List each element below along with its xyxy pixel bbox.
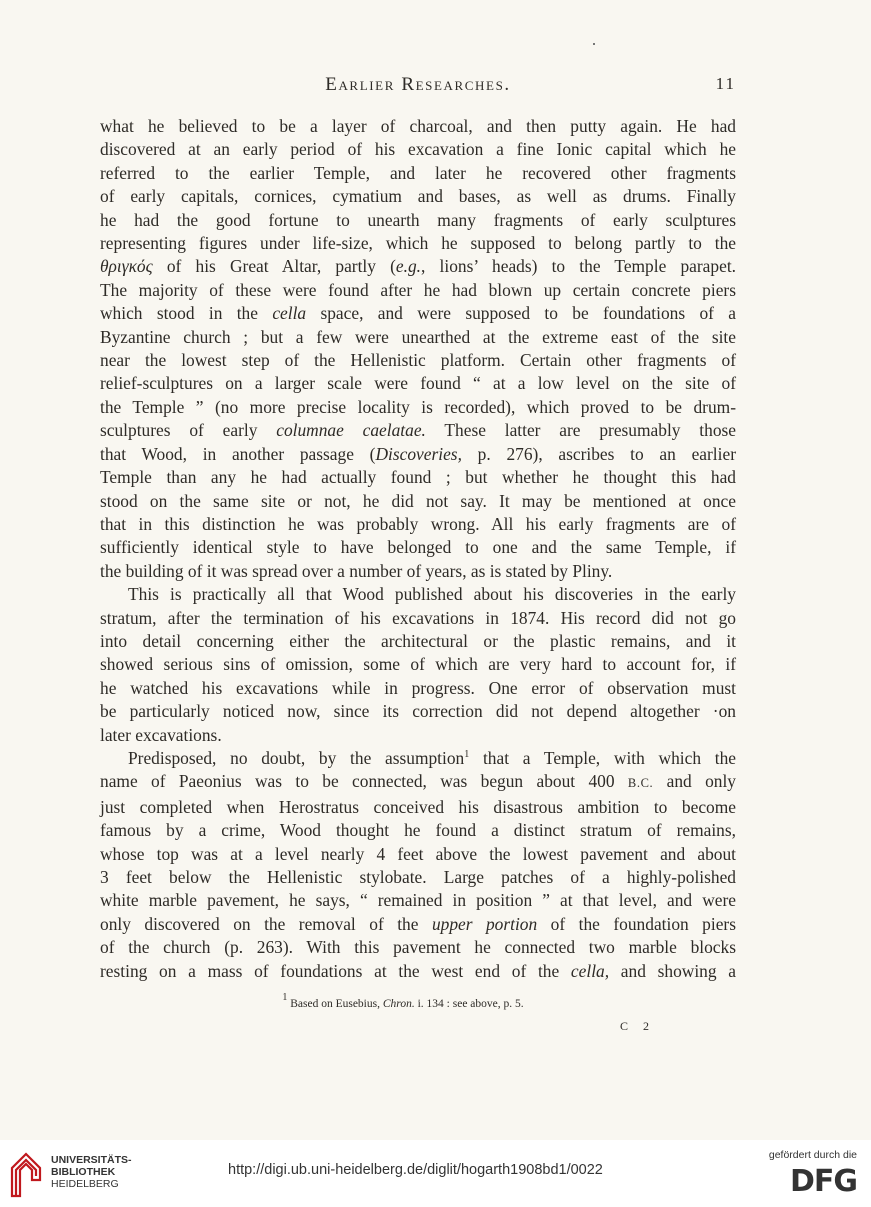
text-line: name of Paeonius was to be connected, was begun about 400 B.C. and only — [100, 771, 736, 792]
page-header — [100, 74, 736, 100]
text-line: stood on the same site or not, he did not say. It may be mentioned at once — [100, 490, 736, 511]
text-line: into detail concerning either the architectural or the plastic remains, and it — [100, 630, 736, 651]
page-number: 11 — [715, 74, 736, 93]
text-line: resting on a mass of foundations at the west end of the cella, and showing a — [100, 960, 736, 981]
text-line: Predisposed, no doubt, by the assumption$^1$ that a Temple, with which the — [128, 747, 736, 768]
body-text — [100, 115, 736, 983]
text-line: showed serious sins of omission, some of which are very hard to account for, if — [100, 654, 736, 675]
text-line: which stood in the cella space, and were supposed to be foundations of a — [100, 303, 736, 324]
text-line: just completed when Herostratus conceived his disastrous ambition to become — [100, 796, 736, 817]
scan-speck — [593, 43, 595, 45]
text-line: The majority of these were found after he had blown up certain concrete piers — [100, 279, 736, 300]
signature-mark: C 2 — [620, 1019, 656, 1033]
text-line: near the lowest step of the Hellenistic platform. Certain other fragments of — [100, 350, 736, 371]
footnote-ref: 1 — [464, 748, 470, 760]
library-name[interactable]: UNIVERSITÄTS- BIBLIOTHEK HEIDELBERG — [51, 1154, 132, 1190]
text-line: discovered at an early period of his excavation a fine Ionic capital which he — [100, 139, 736, 160]
dfg-logo[interactable]: DFG — [789, 1164, 857, 1199]
footnote-italic: Chron. — [382, 998, 415, 1010]
text-line: that in this distinction he was probably wrong. All his early fragments are of — [100, 513, 736, 534]
italic-term: cella — [272, 303, 307, 324]
text-line: only discovered on the removal of the upper portion of the foundation piers — [100, 913, 736, 934]
text-line: be particularly noticed now, since its correction did not depend altogether ·on — [100, 701, 736, 722]
text-line: of the church (p. 263). With this pavement he connected two marble blocks — [100, 937, 736, 958]
text-line: θριγκός of his Great Altar, partly (e.g., lions’ heads) to the Temple parapet. — [100, 256, 736, 277]
text-line: This is practically all that Wood published about his discoveries in the early — [128, 584, 736, 605]
text-line: what he believed to be a layer of charcoal, and then putty again. He had — [100, 116, 736, 136]
text-line: whose top was at a level nearly 4 feet above the lowest pavement and about — [100, 843, 736, 864]
text-line: the building of it was spread over a number of years, as is stated by Pliny. — [100, 560, 613, 581]
text-line: the Temple ” (no more precise locality is recorded), which proved to be drum- — [100, 396, 736, 417]
text-line: sculptures of early columnae caelatae. These latter are presumably those — [100, 420, 736, 441]
text-line: that Wood, in another passage (Discoveries, p. 276), ascribes to an earlier — [100, 443, 736, 464]
text-line: representing figures under life-size, which he supposed to belong partly to the — [100, 233, 736, 254]
text-line: Temple than any he had actually found ; but whether he thought this had — [100, 467, 736, 488]
text-line: sufficiently identical style to have belonged to one and the same Temple, if — [100, 537, 736, 558]
text-line: Byzantine church ; but a few were unearthed at the extreme east of the site — [100, 326, 736, 347]
funding-label: gefördert durch die — [768, 1149, 857, 1161]
text-line: stratum, after the termination of his excavations in 1874. His record did not go — [100, 607, 736, 628]
greek-word: θριγκός — [100, 256, 153, 277]
text-line: he watched his excavations while in progress. One error of observation must — [100, 677, 736, 698]
footnote-marker: 1 — [282, 992, 288, 1003]
text-line: 3 feet below the Hellenistic stylobate. Large patches of a highly-polished — [100, 867, 736, 887]
running-title: Earlier Researches. — [325, 74, 511, 95]
text-line: relief-sculptures on a larger scale were found “ at a low level on the site of — [100, 373, 736, 394]
era-abbrev: B.C. — [627, 776, 654, 791]
text-line: he had the good fortune to unearth many fragments of early sculptures — [100, 209, 736, 230]
text-line: referred to the earlier Temple, and later he recovered other fragments — [100, 162, 736, 183]
viewer-footer — [0, 1140, 871, 1207]
footnote: $^1$ Based on Eusebius, Chron. i. 134 : see above, p. 5. — [282, 992, 524, 1010]
italic-term: cella, — [570, 960, 610, 981]
italic-title: Discoveries, — [375, 443, 462, 464]
text-line: white marble pavement, he says, “ remained in position ” at that level, and were — [100, 890, 736, 911]
library-logo-icon[interactable] — [8, 1150, 44, 1198]
text-line: later excavations. — [100, 724, 222, 745]
italic-term: columnae caelatae. — [276, 420, 426, 441]
text-line: of early capitals, cornices, cymatium and bases, as well as drums. Finally — [100, 186, 736, 207]
italic-phrase: upper portion — [431, 913, 538, 934]
italic-abbrev: e.g. — [395, 256, 422, 277]
text-line: famous by a crime, Wood thought he found a distinct stratum of remains, — [100, 820, 736, 841]
permalink-url[interactable]: http://digi.ub.uni-heidelberg.de/diglit/hogarth1908bd1/0022 — [228, 1162, 603, 1178]
